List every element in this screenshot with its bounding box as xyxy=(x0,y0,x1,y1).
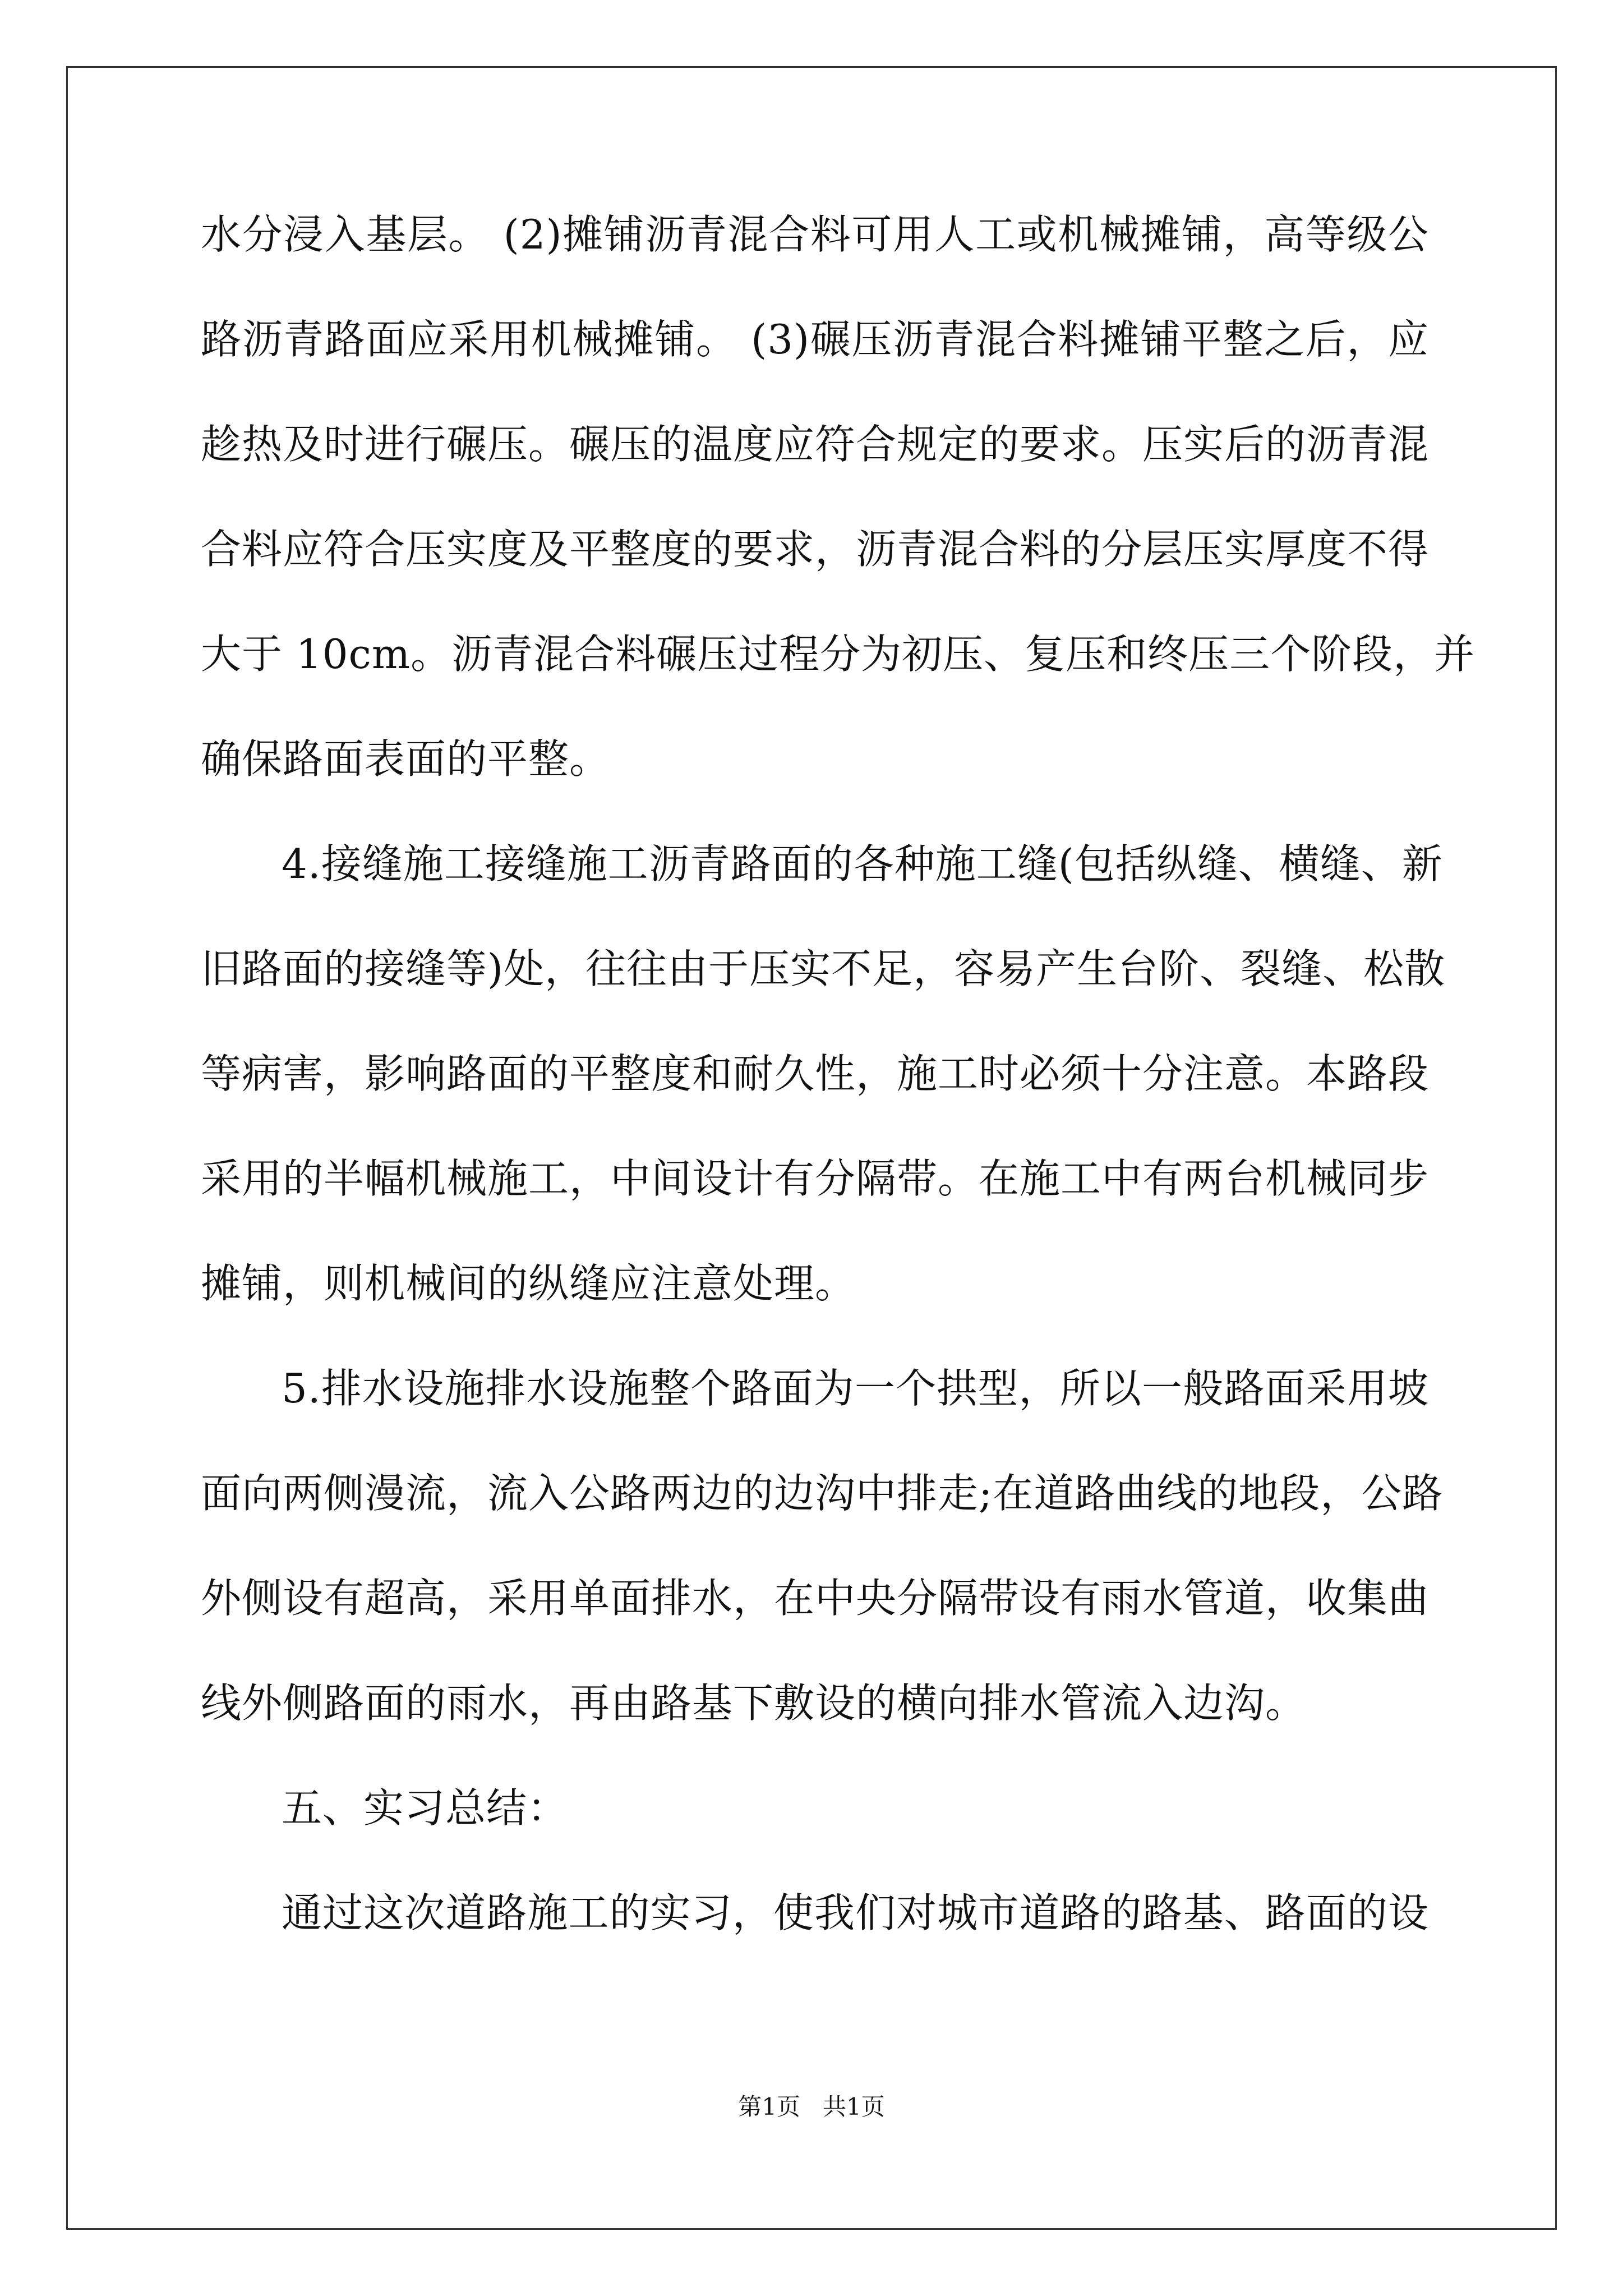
text-line: 通过这次道路施工的实习，使我们对城市道路的路基、路面的设 xyxy=(282,1889,1429,1936)
text-line: 4.接缝施工接缝施工沥青路面的各种施工缝(包括纵缝、横缝、新 xyxy=(282,840,1443,887)
text-line: 水分浸入基层。 (2)摊铺沥青混合料可用人工或机械摊铺，高等级公 xyxy=(201,211,1429,258)
text-line: 路沥青路面应采用机械摊铺。 (3)碾压沥青混合料摊铺平整之后，应 xyxy=(201,316,1429,363)
text-line: 线外侧路面的雨水，再由路基下敷设的横向排水管流入边沟。 xyxy=(201,1680,1307,1727)
text-line: 摊铺，则机械间的纵缝应注意处理。 xyxy=(201,1260,856,1307)
text-line: 趁热及时进行碾压。碾压的温度应符合规定的要求。压实后的沥青混 xyxy=(201,421,1430,468)
text-line: 面向两侧漫流，流入公路两边的边沟中排走;在道路曲线的地段，公路 xyxy=(201,1470,1444,1517)
text-line: 确保路面表面的平整。 xyxy=(201,735,611,783)
document-body xyxy=(201,208,1476,1991)
section-heading: 五、实习总结： xyxy=(282,1784,569,1832)
text-line: 大于 10cm。沥青混合料碾压过程分为初压、复压和终压三个阶段，并 xyxy=(201,631,1476,678)
text-line: 外侧设有超高，采用单面排水，在中央分隔带设有雨水管道，收集曲 xyxy=(201,1575,1430,1622)
text-line: 5.排水设施排水设施整个路面为一个拱型，所以一般路面采用坡 xyxy=(282,1365,1429,1412)
text-line: 采用的半幅机械施工，中间设计有分隔带。在施工中有两台机械同步 xyxy=(201,1155,1430,1202)
text-line: 旧路面的接缝等)处，往往由于压实不足，容易产生台阶、裂缝、松散 xyxy=(201,945,1446,992)
text-line: 等病害，影响路面的平整度和耐久性，施工时必须十分注意。本路段 xyxy=(201,1050,1430,1097)
text-line: 合料应符合压实度及平整度的要求，沥青混合料的分层压实厚度不得 xyxy=(201,526,1430,573)
page-number-footer: 第1页 共1页 xyxy=(738,2093,885,2120)
